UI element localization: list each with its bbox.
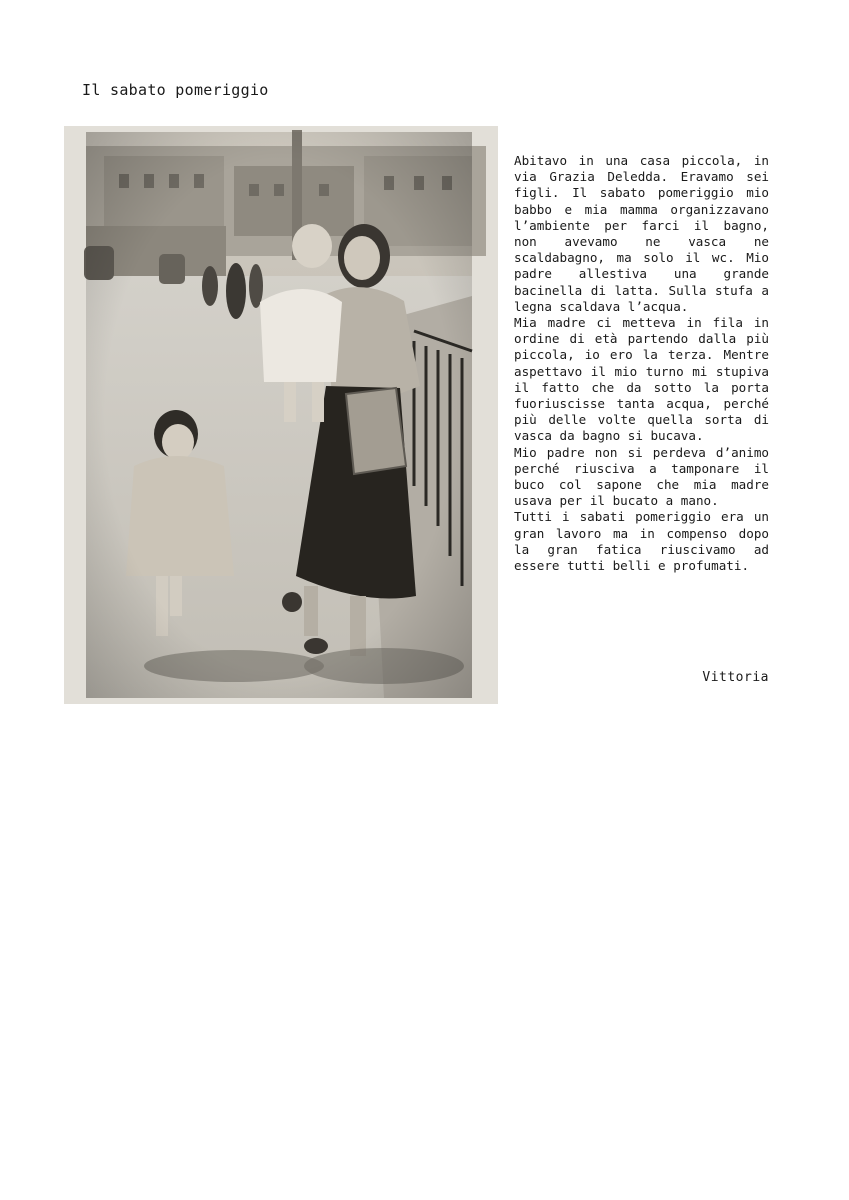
story-paragraph: Tutti i sabati pomeriggio era un gran lavoro ma in compenso dopo la gran fatica riuscivamo ad essere tutti belli e profumati. — [514, 509, 769, 574]
photo-icon — [64, 126, 498, 704]
story-text — [514, 153, 769, 574]
author-signature: Vittoria — [702, 670, 769, 685]
vintage-photo — [64, 126, 498, 704]
page-title: Il sabato pomeriggio — [82, 81, 269, 99]
story-paragraph: Mio padre non si perdeva d’animo perché riusciva a tamponare il buco col sapone che mia madre usava per il bucato a mano. — [514, 444, 769, 509]
story-paragraph: Abitavo in una casa piccola, in via Grazia Deledda. Eravamo sei figli. Il sabato pomeriggio mio babbo e mia mamma organizzavano l’ambiente per farci il bagno, non avevamo ne vasca ne scaldabagno, ma solo il wc. Mio padre allestiva una grande bacinella di latta. Sulla stufa a legna scaldava l’acqua. — [514, 153, 769, 314]
story-paragraph: Mia madre ci metteva in fila in ordine di età partendo dalla più piccola, io ero la terza. Mentre aspettavo il mio turno mi stupiva il fatto che da sotto la porta fuoriuscisse tanta acqua, perché più delle volte quella sorta di vasca da bagno si bucava. — [514, 315, 769, 444]
